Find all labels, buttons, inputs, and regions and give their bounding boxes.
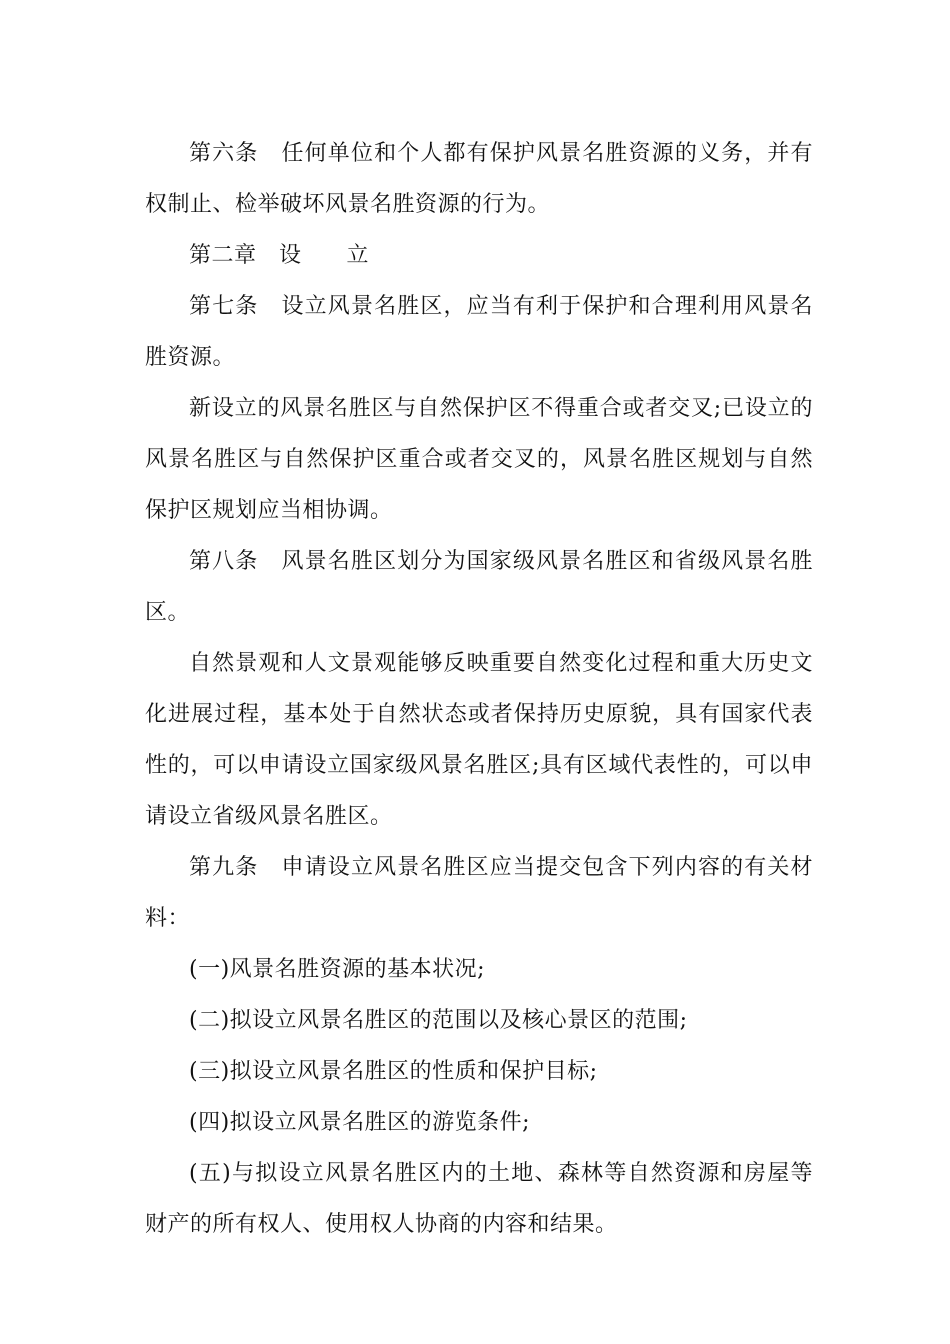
article-8-paragraph: 第八条 风景名胜区划分为国家级风景名胜区和省级风景名胜区。 bbox=[145, 549, 813, 625]
article-7-clause-2-paragraph: 新设立的风景名胜区与自然保护区不得重合或者交叉;已设立的风景名胜区与自然保护区重合或者交叉的，风景名胜区规划与自然保护区规划应当相协调。 bbox=[145, 396, 813, 523]
list-item-2: (二)拟设立风景名胜区的范围以及核心景区的范围; bbox=[189, 1008, 688, 1033]
list-item-5: (五)与拟设立风景名胜区内的土地、森林等自然资源和房屋等财产的所有权人、使用权人协商的内容和结果。 bbox=[145, 1161, 813, 1237]
article-7-paragraph: 第七条 设立风景名胜区，应当有利于保护和合理利用风景名胜资源。 bbox=[145, 294, 813, 370]
list-item-1: (一)风景名胜资源的基本状况; bbox=[189, 957, 486, 982]
article-9-paragraph: 第九条 申请设立风景名胜区应当提交包含下列内容的有关材料： bbox=[145, 855, 813, 931]
list-item-3: (三)拟设立风景名胜区的性质和保护目标; bbox=[189, 1059, 598, 1084]
document-body bbox=[145, 128, 813, 1250]
list-item-4: (四)拟设立风景名胜区的游览条件; bbox=[189, 1110, 531, 1135]
chapter-2-heading: 第二章 设 立 bbox=[189, 243, 370, 268]
article-6-paragraph: 第六条 任何单位和个人都有保护风景名胜资源的义务，并有权制止、检举破坏风景名胜资源的行为。 bbox=[145, 141, 813, 217]
article-8-clause-2-paragraph: 自然景观和人文景观能够反映重要自然变化过程和重大历史文化进展过程，基本处于自然状态或者保持历史原貌，具有国家代表性的，可以申请设立国家级风景名胜区;具有区域代表性的，可以申请设立省级风景名胜区。 bbox=[145, 651, 813, 829]
